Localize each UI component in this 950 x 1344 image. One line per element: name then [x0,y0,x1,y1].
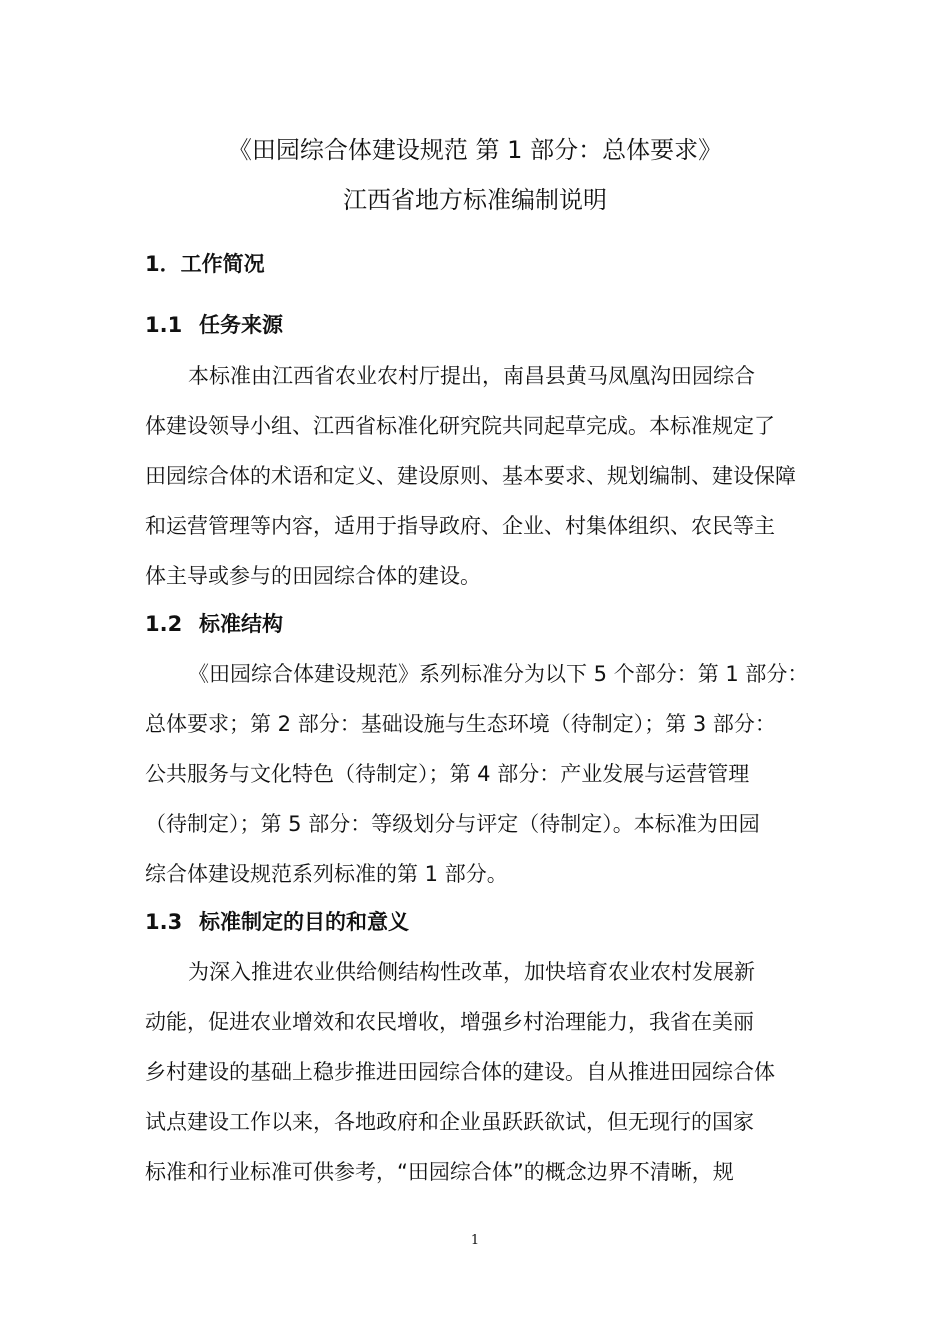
section-1-2-heading [145,609,283,639]
section-1-2-number: 1.2 [145,612,183,636]
paragraph-line: 为深入推进农业供给侧结构性改革，加快培育农业农村发展新 [188,960,755,984]
section-1-3-paragraph [145,947,815,1197]
document-title-line1: 《田园综合体建设规范 第 1 部分：总体要求》 [227,136,723,164]
paragraph-line: 田园综合体的术语和定义、建设原则、基本要求、规划编制、建设保障 [145,464,796,488]
section-1-1-paragraph [145,351,815,601]
section-1-heading: 1．工作简况 [145,252,265,276]
paragraph-line: 标准和行业标准可供参考，“田园综合体”的概念边界不清晰，规 [145,1160,734,1184]
paragraph-line: 体主导或参与的田园综合体的建设。 [145,564,481,588]
document-title-line2: 江西省地方标准编制说明 [343,186,607,214]
paragraph-line: 体建设领导小组、江西省标准化研究院共同起草完成。本标准规定了 [145,414,775,438]
section-1-1-number: 1.1 [145,313,183,337]
section-1-2-title: 标准结构 [199,612,283,636]
paragraph-line: 总体要求；第 2 部分：基础设施与生态环境（待制定）；第 3 部分： [145,712,776,736]
section-1-2-paragraph [145,649,815,899]
section-1-3-heading [145,907,409,937]
paragraph-line: 试点建设工作以来，各地政府和企业虽跃跃欲试，但无现行的国家 [145,1110,754,1134]
page-number: 1 [470,1233,480,1248]
section-1-1-title: 任务来源 [199,313,283,337]
paragraph-line: 综合体建设规范系列标准的第 1 部分。 [145,862,508,886]
section-1-3-title: 标准制定的目的和意义 [199,910,409,934]
paragraph-line: 和运营管理等内容，适用于指导政府、企业、村集体组织、农民等主 [145,514,775,538]
paragraph-line: 《田园综合体建设规范》系列标准分为以下 5 个部分：第 1 部分： [188,662,809,686]
paragraph-line: 本标准由江西省农业农村厅提出，南昌县黄马凤凰沟田园综合 [188,364,755,388]
section-1-3-number: 1.3 [145,910,183,934]
paragraph-line: （待制定）；第 5 部分：等级划分与评定（待制定）。本标准为田园 [145,812,760,836]
paragraph-line: 乡村建设的基础上稳步推进田园综合体的建设。自从推进田园综合体 [145,1060,775,1084]
paragraph-line: 动能，促进农业增效和农民增收，增强乡村治理能力，我省在美丽 [145,1010,754,1034]
paragraph-line: 公共服务与文化特色（待制定）；第 4 部分：产业发展与运营管理 [145,762,750,786]
section-1-1-heading [145,310,283,340]
